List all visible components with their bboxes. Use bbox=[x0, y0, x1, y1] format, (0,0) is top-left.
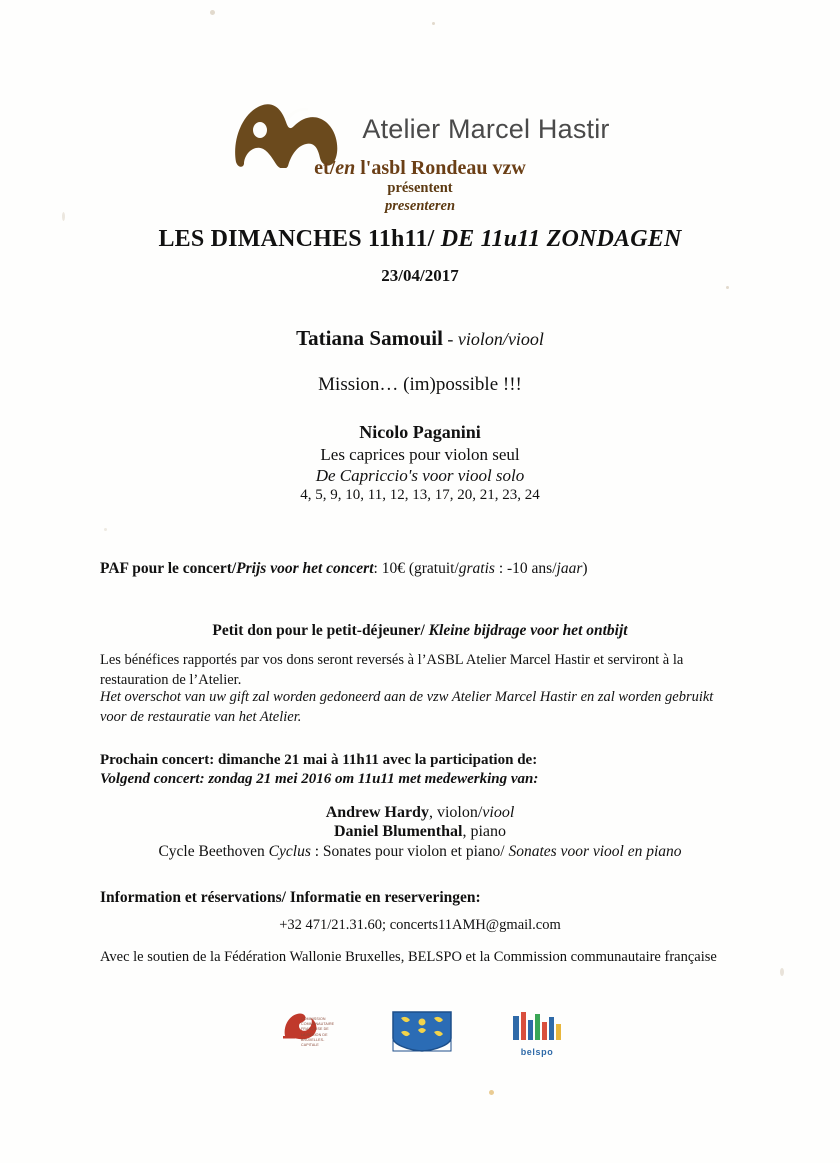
performer-1-role-fr: , violon bbox=[428, 804, 478, 821]
org-line bbox=[0, 157, 840, 180]
scan-speck bbox=[104, 528, 107, 531]
program-title: Mission… (im)possible !!! bbox=[318, 374, 522, 395]
donation-title-nl: Kleine bijdrage voor het ontbijt bbox=[428, 622, 628, 639]
price-value-year-nl: jaar bbox=[556, 560, 583, 577]
footer-logos bbox=[0, 1010, 840, 1056]
artist-separator: - bbox=[442, 329, 458, 349]
performer-1 bbox=[0, 804, 840, 822]
contact-line[interactable]: +32 471/21.31.60; concerts11AMH@gmail.com bbox=[279, 917, 561, 933]
donation-text-fr: Les bénéfices rapportés par vos dons seront reversés à l’ASBL Atelier Marcel Hastir et serviront à la restauration de l’Atelier. bbox=[100, 652, 684, 688]
next-concert-nl: Volgend concert: zondag 21 mei 2016 om 11u11 met medewerking van: bbox=[100, 771, 539, 787]
page-title-fr: LES DIMANCHES 11h11/ bbox=[158, 226, 435, 252]
performer-1-slash: / bbox=[477, 804, 483, 821]
price-value: : 10€ (gratuit/ bbox=[373, 560, 459, 577]
cycle-line bbox=[0, 843, 840, 861]
price-line bbox=[100, 560, 740, 578]
cycle-nl: Sonates voor viool en piano bbox=[508, 843, 682, 860]
scan-speck bbox=[432, 22, 435, 25]
price-value-age: : -10 ans/ bbox=[494, 560, 557, 577]
donation-text-nl: Het overschot van uw gift zal worden gedoneerd aan de vzw Atelier Marcel Hastir en zal worden gebruikt voor de restauratie van het Atelier. bbox=[100, 689, 714, 725]
performer-1-role-nl: viool bbox=[482, 804, 515, 821]
org-line-ital: en bbox=[335, 157, 356, 179]
cocof-logo-caption: COMMISSION COMMUNAUTAIRE FRANÇAISE DE LA RÉGION DE BRUXELLES-CAPITALE bbox=[301, 1017, 335, 1048]
artist-line bbox=[0, 326, 840, 351]
scan-speck bbox=[780, 968, 784, 976]
work-numbers: 4, 5, 9, 10, 11, 12, 13, 17, 20, 21, 23, 24 bbox=[300, 487, 540, 503]
performer-2 bbox=[0, 823, 840, 841]
belspo-logo bbox=[511, 1010, 563, 1056]
scan-speck bbox=[210, 10, 215, 15]
concert-date: 23/04/2017 bbox=[381, 266, 459, 285]
org-line-pre: et/ bbox=[314, 157, 336, 179]
donation-title-fr: Petit don pour le petit-déjeuner/ bbox=[212, 622, 429, 639]
performer-2-role: , piano bbox=[462, 823, 506, 840]
price-value-free-nl: gratis bbox=[458, 560, 495, 577]
artist-instrument-slash: / bbox=[502, 329, 508, 349]
work-title-fr: Les caprices pour violon seul bbox=[320, 445, 520, 464]
work-title-nl: De Capriccio's voor viool solo bbox=[315, 466, 525, 485]
cycle-ital: Cyclus bbox=[268, 843, 311, 860]
scan-speck bbox=[489, 1090, 494, 1095]
artist-name: Tatiana Samouil bbox=[296, 326, 443, 350]
federation-wallonie-bruxelles-logo bbox=[391, 1010, 453, 1052]
presentent-label: présentent bbox=[387, 180, 453, 196]
cycle-pre: Cycle Beethoven bbox=[158, 843, 269, 860]
page-title bbox=[0, 226, 840, 253]
composer-name: Nicolo Paganini bbox=[359, 422, 481, 442]
next-concert-fr: Prochain concert: dimanche 21 mai à 11h11 avec la participation de: bbox=[100, 752, 538, 768]
info-title: Information et réservations/ Informatie en reserveringen: bbox=[100, 889, 481, 906]
logo-title: Atelier Marcel Hastir bbox=[362, 113, 610, 144]
price-value-close: ) bbox=[582, 560, 588, 577]
page-title-nl: DE 11u11 ZONDAGEN bbox=[434, 226, 682, 252]
cocof-logo bbox=[277, 1010, 333, 1054]
artist-instrument-fr: violon bbox=[457, 329, 503, 349]
org-line-post: l'asbl Rondeau vzw bbox=[355, 157, 526, 179]
cycle-mid: : Sonates pour violon et piano/ bbox=[310, 843, 509, 860]
performer-1-name: Andrew Hardy bbox=[325, 804, 429, 821]
performer-2-name: Daniel Blumenthal bbox=[333, 823, 463, 840]
belspo-wordmark: belspo bbox=[520, 1047, 554, 1057]
presenteren-label: presenteren bbox=[384, 198, 456, 214]
donation-title bbox=[0, 622, 840, 640]
support-line: Avec le soutien de la Fédération Wallonie Bruxelles, BELSPO et la Commission communautaire française bbox=[100, 949, 717, 965]
price-label-nl: Prijs voor het concert bbox=[236, 560, 374, 577]
price-label-fr: PAF pour le concert/ bbox=[100, 560, 237, 577]
artist-instrument-nl: viool bbox=[507, 329, 544, 349]
scan-speck bbox=[726, 286, 729, 289]
